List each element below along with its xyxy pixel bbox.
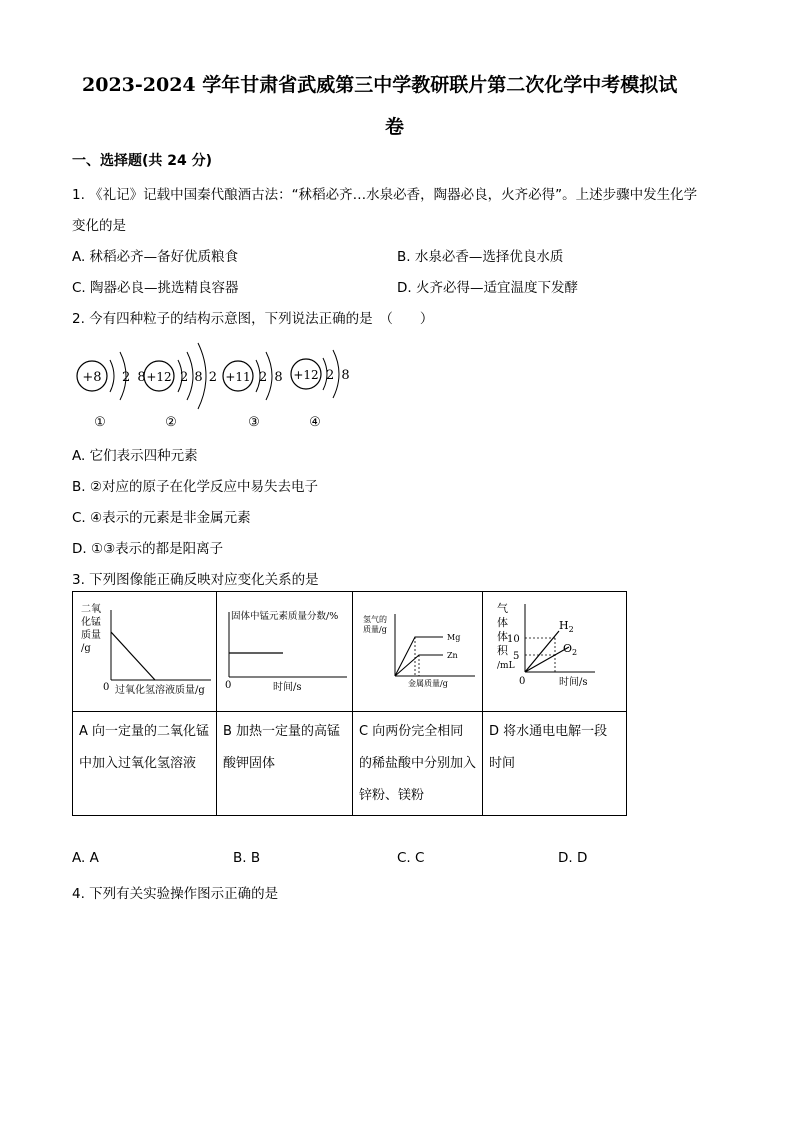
q2-option-a: A. 它们表示四种元素 [72,448,198,464]
particle-3 [223,352,283,430]
caption-b-cell [217,712,353,816]
graph-d-tick-5: 5 [513,651,520,662]
graph-a-line [111,632,155,680]
title-line-2: 卷 [385,116,405,138]
graph-d-ylabel-1: 气 [497,602,508,615]
graph-a-ylabel-2: 化锰 [81,617,101,628]
graph-b-origin: 0 [225,680,232,691]
graph-d-ylabel-2: 体 [497,616,508,629]
particle-4-label: ④ [309,415,321,430]
q3-answer-b: B. B [233,850,261,866]
q2-option-c: C. ④表示的元素是非金属元素 [72,510,251,526]
particle-2 [144,343,217,430]
caption-d-cell [483,712,627,816]
graph-d-ylabel-5: /mL [497,661,515,671]
graph-c-ylabel-1: 氢气的 [363,615,387,624]
graph-c-ylabel-2: 质量/g [363,625,387,634]
graph-d-ylabel-3: 体 [497,630,508,643]
graph-a-ylabel-3: 质量 [81,630,101,641]
caption-c-cell [353,712,483,816]
q4-stem: 4. 下列有关实验操作图示正确的是 [72,886,279,902]
particle-1-label: ① [94,415,106,430]
q3-answer-c: C. C [397,850,425,866]
graph-a [73,592,216,707]
particle-4-shells: 2 8 [326,368,350,383]
graph-a-xlabel: 过氧化氢溶液质量/g [115,685,205,696]
graph-d-h2-line [525,631,559,672]
graph-d-o2-label: $O_2$ [563,642,578,657]
particle-4 [291,350,350,430]
caption-a-cell [73,712,217,816]
particle-2-label: ② [165,415,177,430]
graph-c [353,592,482,707]
particle-1-nucleus: +8 [82,370,102,385]
q3-stem: 3. 下列图像能正确反映对应变化关系的是 [72,572,319,588]
particle-diagrams [70,338,360,433]
graph-d-cell [483,592,627,712]
graph-c-cell [353,592,483,712]
graph-d-ylabel-4: 积 [497,644,508,657]
graph-d-h2-label: $H_2$ [559,619,574,634]
graph-c-zn-label: Zn [447,651,458,660]
particle-4-nucleus: +12 [293,368,319,382]
graph-d [483,592,626,707]
graph-d-tick-10: 10 [507,634,520,645]
particle-3-shells: 2 8 [259,370,283,385]
graph-b-ylabel: 固体中锰元素质量分数/% [231,611,339,622]
graph-d-origin: 0 [519,676,526,687]
graph-a-ylabel-1: 二氧 [81,604,101,615]
q1-stem-line1: 1. 《礼记》记载中国秦代酿酒古法：“秫稻必齐…水泉必香，陶器必良，火齐必得”。上述步骤中发生化学 [72,187,698,203]
graph-a-cell [73,592,217,712]
graph-c-xlabel: 金属质量/g [408,679,448,688]
section-header: 一、选择题(共 24 分) [72,153,213,169]
graph-c-mg-label: Mg [447,633,461,642]
particle-2-shells: 2 8 2 [180,370,218,385]
title-line-1: 2023-2024 学年甘肃省武威第三中学教研联片第二次化学中考模拟试 [82,74,678,96]
caption-c: C 向两份完全相同的稀盐酸中分别加入锌粉、镁粉 [359,724,477,803]
q1-stem-line2: 变化的是 [72,218,126,234]
q1-option-d: D. 火齐必得—适宜温度下发酵 [397,280,578,296]
graph-b-cell [217,592,353,712]
caption-d: D 将水通电电解一段时间 [489,724,608,771]
graph-d-xlabel: 时间/s [559,677,588,688]
q1-option-a: A. 秫稻必齐—备好优质粮食 [72,249,239,265]
graph-b [217,592,352,707]
q3-answer-d: D. D [558,850,588,866]
particle-2-nucleus: +12 [146,370,172,384]
particle-1 [77,352,146,430]
q1-option-c: C. 陶器必良—挑选精良容器 [72,280,239,296]
caption-a: A 向一定量的二氧化锰中加入过氧化氢溶液 [79,724,210,771]
particle-1-shells: 2 8 [122,370,146,385]
q3-answer-a: A. A [72,850,99,866]
q2-stem: 2. 今有四种粒子的结构示意图，下列说法正确的是 （ ） [72,311,434,327]
q2-option-b: B. ②对应的原子在化学反应中易失去电子 [72,479,318,495]
caption-b: B 加热一定量的高锰酸钾固体 [223,724,341,771]
graph-b-xlabel: 时间/s [273,682,302,693]
graph-a-origin: 0 [103,682,110,693]
q1-option-b: B. 水泉必香—选择优良水质 [397,249,564,265]
graph-a-ylabel-4: /g [81,643,91,654]
q3-table [72,591,627,816]
particle-3-nucleus: +11 [225,370,251,384]
q2-option-d: D. ①③表示的都是阳离子 [72,541,224,557]
particle-3-label: ③ [248,415,260,430]
